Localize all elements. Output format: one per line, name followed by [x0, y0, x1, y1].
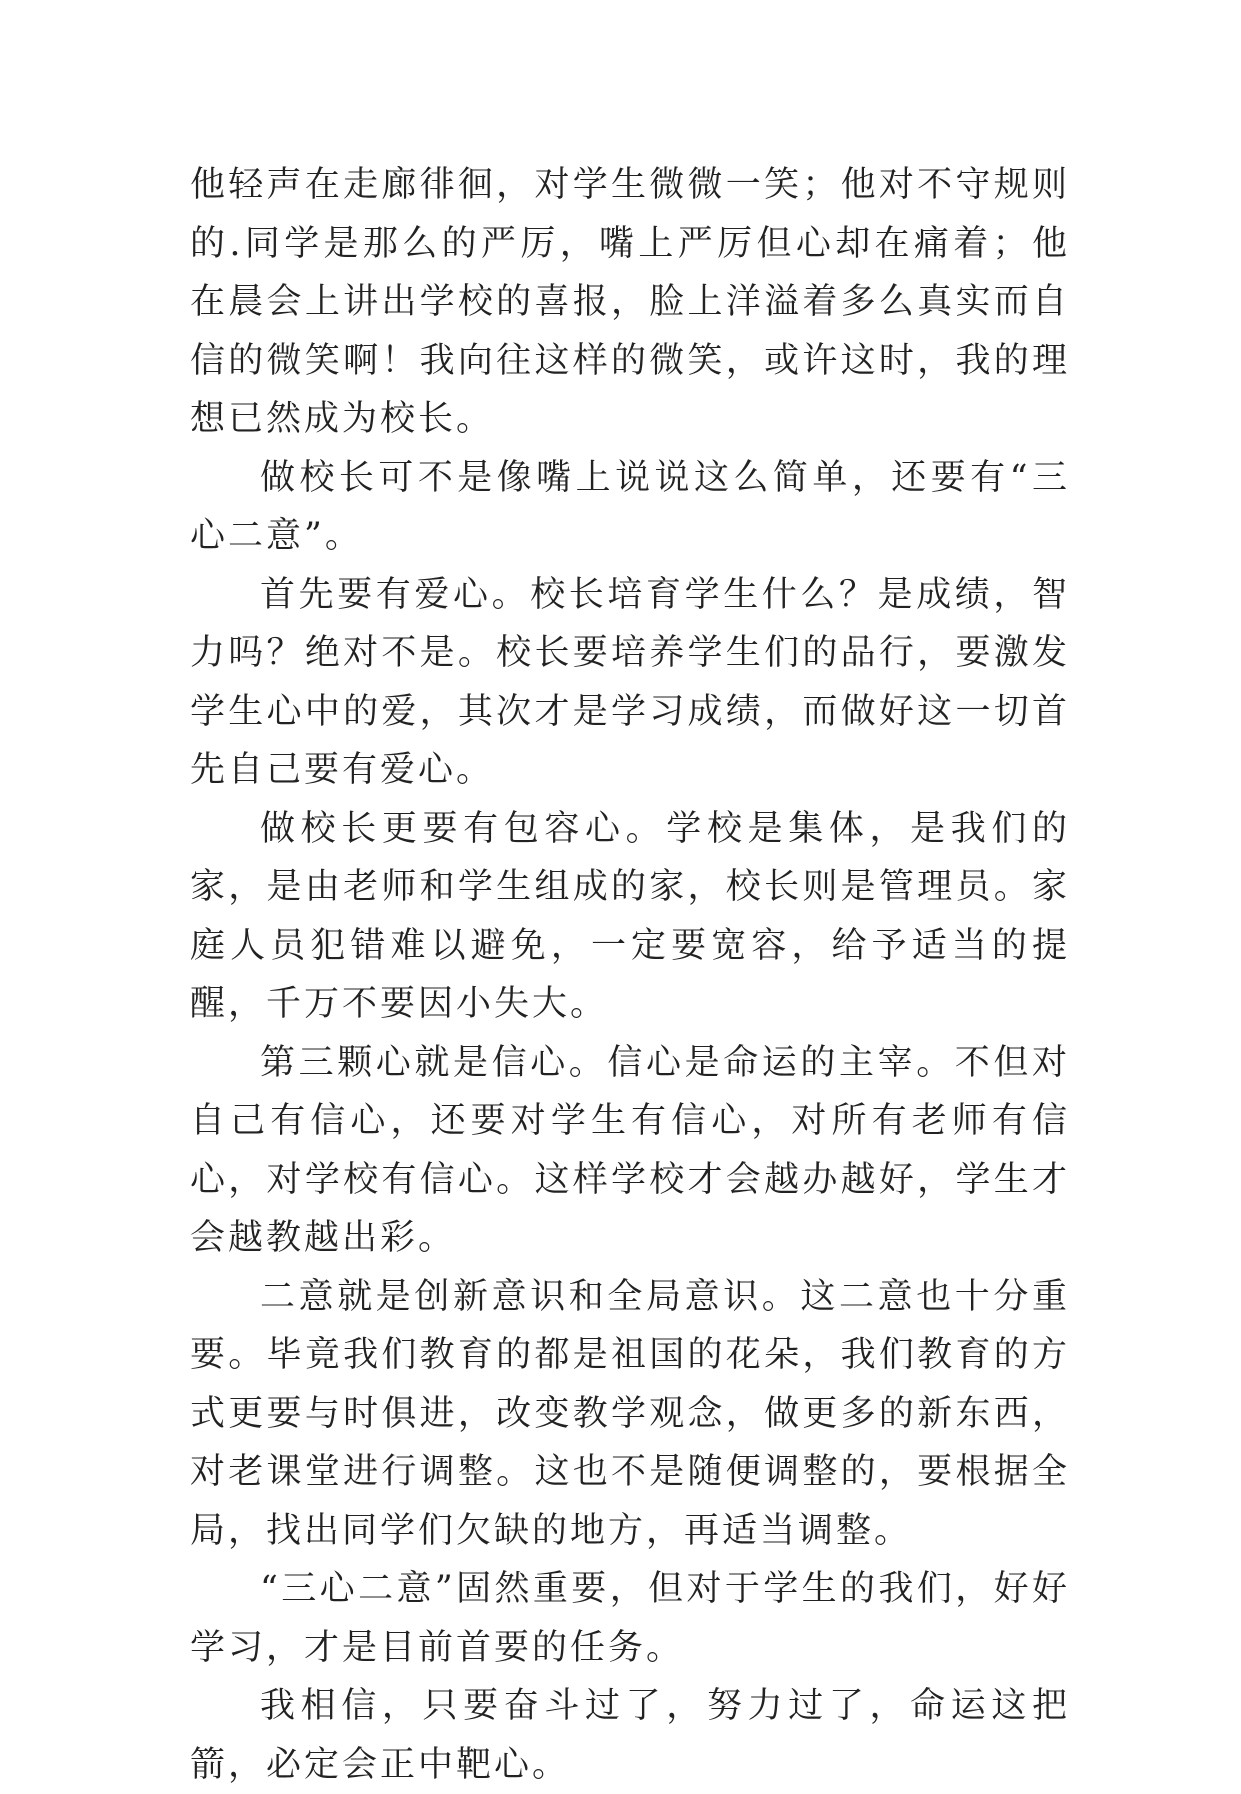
paragraph-5: 第三颗心就是信心。信心是命运的主宰。不但对自己有信心，还要对学生有信心，对所有老师有信心，对学校有信心。这样学校才会越办越好，学生才会越教越出彩。 — [190, 1042, 1070, 1258]
paragraph-8: 我相信，只要奋斗过了，努力过了，命运这把箭，必定会正中靶心。 — [190, 1686, 1070, 1785]
paragraph-4: 做校长更要有包容心。学校是集体，是我们的家，是由老师和学生组成的家，校长则是管理员。家庭人员犯错难以避免，一定要宽容，给予适当的提醒，千万不要因小失大。 — [190, 808, 1070, 1024]
paragraph-2: 做校长可不是像嘴上说说这么简单，还要有“三心二意”。 — [190, 457, 1070, 556]
document-body — [190, 156, 1070, 1794]
paragraph-1: 他轻声在走廊徘徊，对学生微微一笑；他对不守规则的.同学是那么的严厉，嘴上严厉但心却在痛着；他在晨会上讲出学校的喜报，脸上洋溢着多么真实而自信的微笑啊！我向往这样的微笑，或许这时，我的理想已然成为校长。 — [190, 165, 1070, 439]
paragraph-6: 二意就是创新意识和全局意识。这二意也十分重要。毕竟我们教育的都是祖国的花朵，我们教育的方式更要与时俱进，改变教学观念，做更多的新东西，对老课堂进行调整。这也不是随便调整的，要根据全局，找出同学们欠缺的地方，再适当调整。 — [190, 1276, 1070, 1551]
paragraph-3: 首先要有爱心。校长培育学生什么？是成绩，智力吗？绝对不是。校长要培养学生们的品行，要激发学生心中的爱，其次才是学习成绩，而做好这一切首先自己要有爱心。 — [190, 574, 1070, 790]
paragraph-7: “三心二意”固然重要，但对于学生的我们，好好学习，才是目前首要的任务。 — [190, 1569, 1070, 1668]
